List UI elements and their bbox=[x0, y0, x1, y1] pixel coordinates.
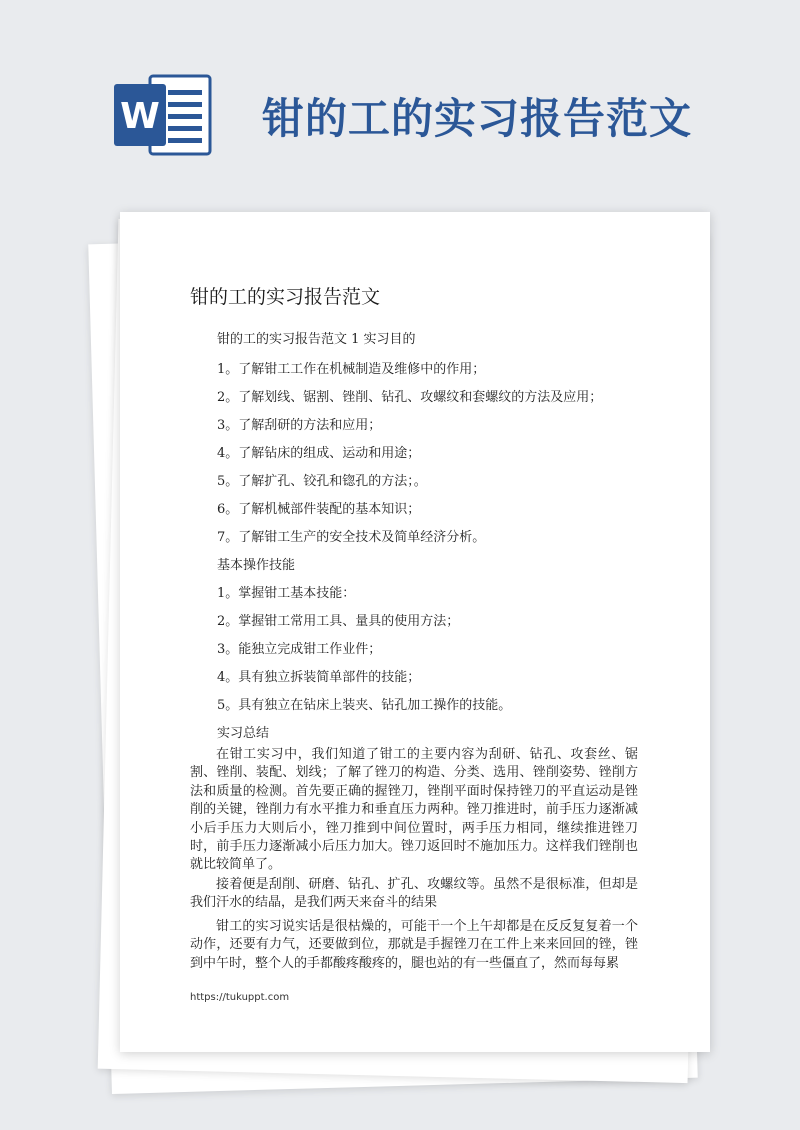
list-item: 4。具有独立拆装简单部件的技能； bbox=[217, 670, 421, 685]
word-icon-letter: W bbox=[120, 96, 160, 137]
list-item: 1。了解钳工工作在机械制造及维修中的作用； bbox=[217, 362, 486, 377]
list-item: 7。了解钳工生产的安全技术及简单经济分析。 bbox=[217, 530, 486, 545]
footer-url: https://tukuppt.com bbox=[190, 992, 290, 1003]
list-item: 1。掌握钳工基本技能： bbox=[217, 586, 356, 601]
word-document-icon bbox=[112, 72, 212, 158]
list-item: 2。掌握钳工常用工具、量具的使用方法； bbox=[217, 614, 460, 629]
body-paragraph: 在钳工实习中，我们知道了钳工的主要内容为刮研、钻孔、攻套丝、锯割、锉削、装配、划线；了解了锉刀的构造、分类、选用、锉削姿势、锉削方法和质量的检测。首先要正确的握锉刀，锉削平面时保持锉刀的平直运动是锉削的关键，锉削力有水平推力和垂直压力两种。锉刀推进时，前手压力逐渐减小后手压力大则后小，锉刀推到中间位置时，两手压力相同，继续推进锉刀时，前手压力逐渐减小后压力加大。锉刀返回时不施加压力。这样我们锉削也就比较简单了。 bbox=[190, 747, 638, 873]
list-item: 6。了解机械部件装配的基本知识； bbox=[217, 502, 421, 517]
list-item: 3。能独立完成钳工作业件； bbox=[217, 642, 382, 657]
body-paragraph: 钳工的实习说实话是很枯燥的，可能干一个上午却都是在反反复复着一个动作，还要有力气，还要做到位，那就是手握锉刀在工件上来来回回的锉，锉到中午时，整个人的手都酸疼酸疼的，腿也站的有一些僵直了，然而每每累 bbox=[190, 919, 638, 971]
body-paragraph: 接着便是刮削、研磨、钻孔、扩孔、攻螺纹等。虽然不是很标准，但却是我们汗水的结晶，是我们两天来奋斗的结果 bbox=[190, 877, 638, 911]
section-heading-skills: 基本操作技能 bbox=[217, 558, 296, 573]
banner-title: 钳的工的实习报告范文 bbox=[262, 94, 693, 143]
list-item: 2。了解划线、锯割、锉削、钻孔、攻螺纹和套螺纹的方法及应用； bbox=[217, 390, 603, 405]
section-heading-summary: 实习总结 bbox=[217, 726, 270, 741]
list-item: 4。了解钻床的组成、运动和用途； bbox=[217, 446, 421, 461]
list-item: 5。具有独立在钻床上装夹、钻孔加工操作的技能。 bbox=[217, 698, 512, 713]
list-item: 5。了解扩孔、铰孔和锪孔的方法；。 bbox=[217, 474, 427, 489]
list-item: 3。了解刮研的方法和应用； bbox=[217, 418, 382, 433]
document-title: 钳的工的实习报告范文 bbox=[190, 286, 381, 308]
section-heading-objectives: 钳的工的实习报告范文 1 实习目的 bbox=[217, 332, 416, 347]
